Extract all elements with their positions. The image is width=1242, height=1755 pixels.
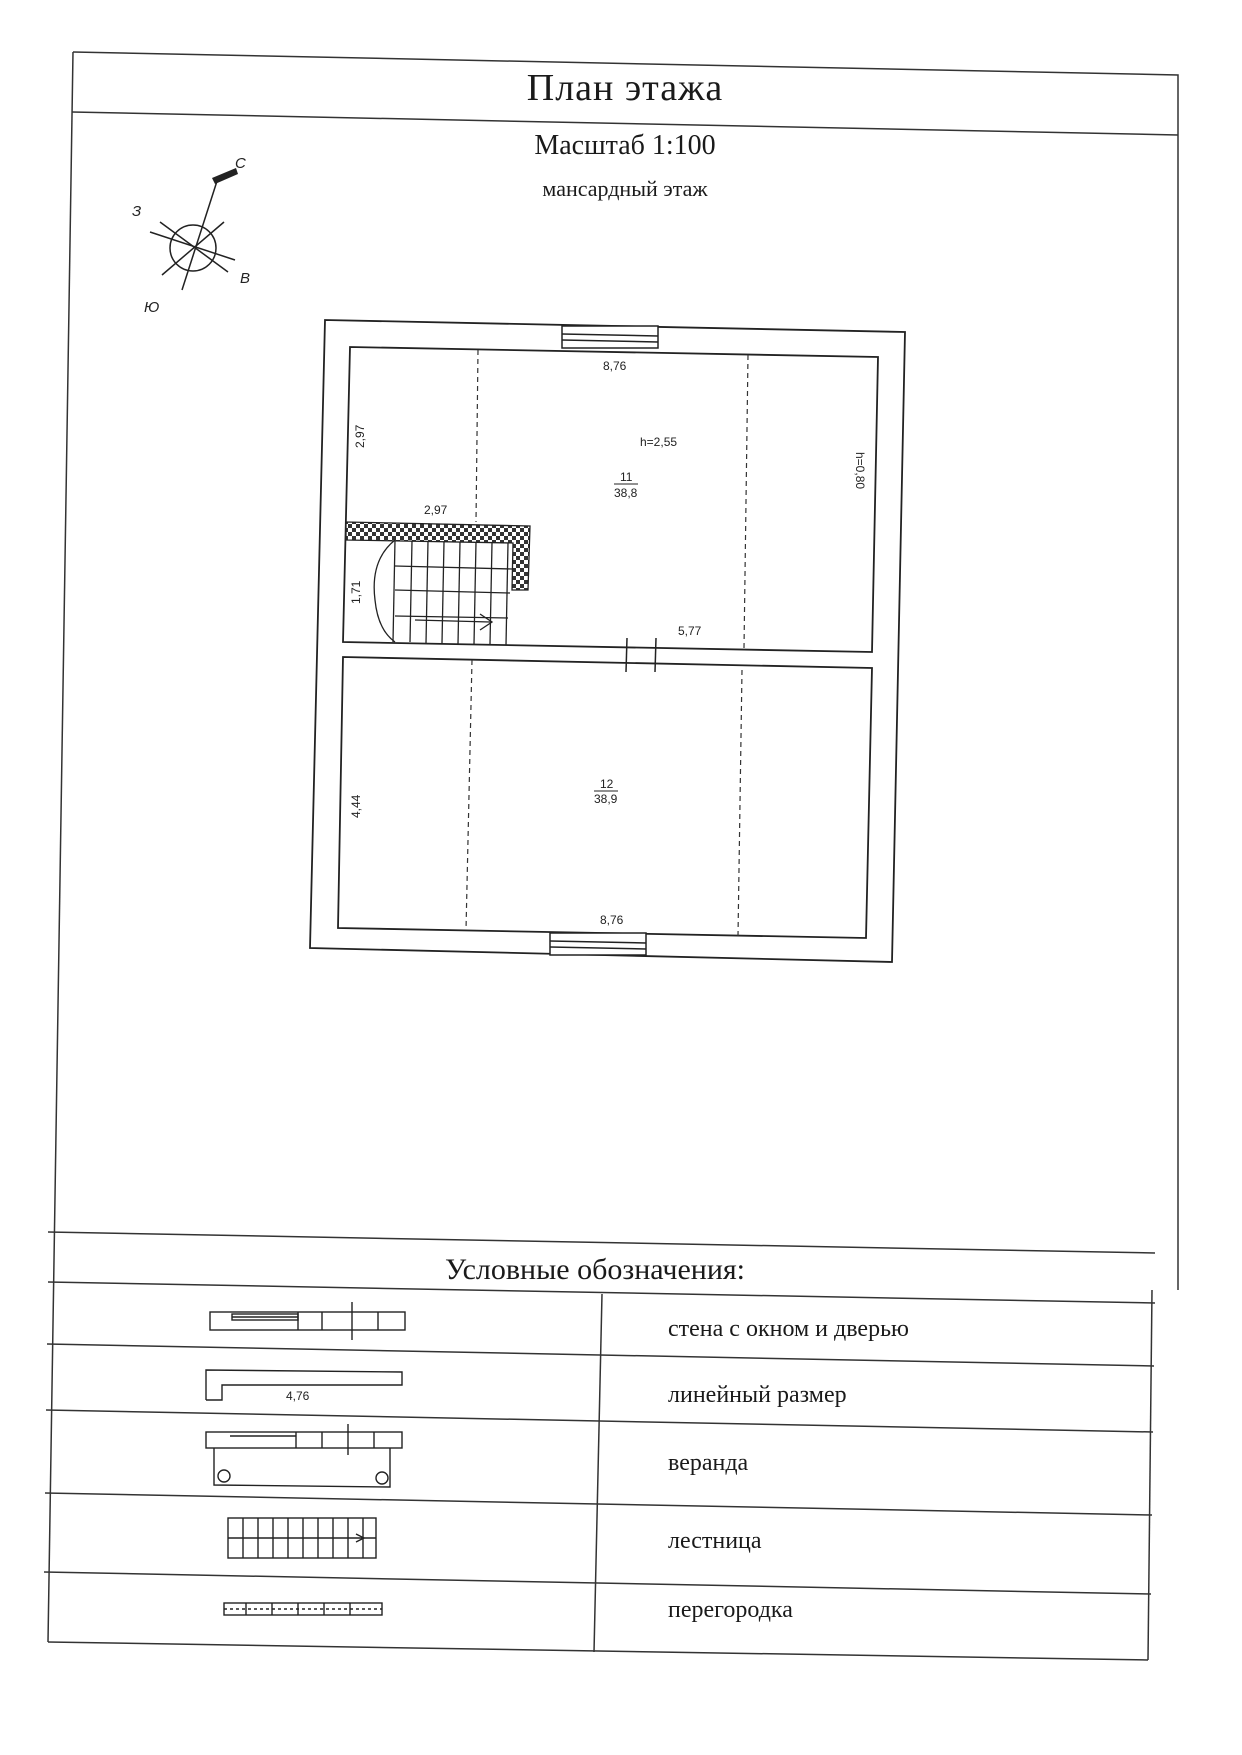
room-12-area: 38,9 [594,792,618,806]
legend-sample-dimension: 4,76 [286,1389,310,1403]
dim-stair-height: 1,71 [349,580,363,604]
legend-label-wall: стена с окном и дверью [668,1316,909,1342]
dim-top-width: 8,76 [603,359,627,373]
wall-window-door-icon [210,1302,405,1340]
dim-bottom-width: 8,76 [600,913,624,927]
dim-stair-width: 2,97 [424,503,448,517]
compass-south-label: Ю [144,299,160,316]
legend-label-veranda: веранда [668,1450,749,1476]
compass-east-label: В [240,270,251,287]
staircase-icon [228,1518,376,1558]
dim-right-height: h=0,80 [853,452,867,490]
room-11-area: 38,8 [614,486,638,500]
legend-label-partition: перегородка [668,1597,793,1623]
floor-name: мансардный этаж [542,176,708,201]
legend-label-staircase: лестница [668,1528,762,1554]
scale-label: Масштаб 1:100 [534,130,716,161]
room-11-height: h=2,55 [640,435,678,449]
room-12-number: 12 [600,777,614,791]
compass-west-label: З [132,203,142,220]
page-title: План этажа [526,67,724,109]
room-11-number: 11 [620,470,633,484]
veranda-icon [206,1424,402,1487]
dim-left-lower-height: 4,44 [349,794,363,818]
legend-label-dimension: линейный размер [668,1382,847,1408]
partition-icon [224,1603,382,1615]
dim-left-upper-height: 2,97 [353,424,367,448]
compass-north-label: С [235,155,246,172]
dim-partition-width: 5,77 [678,624,702,638]
legend-title: Условные обозначения: [444,1253,746,1286]
